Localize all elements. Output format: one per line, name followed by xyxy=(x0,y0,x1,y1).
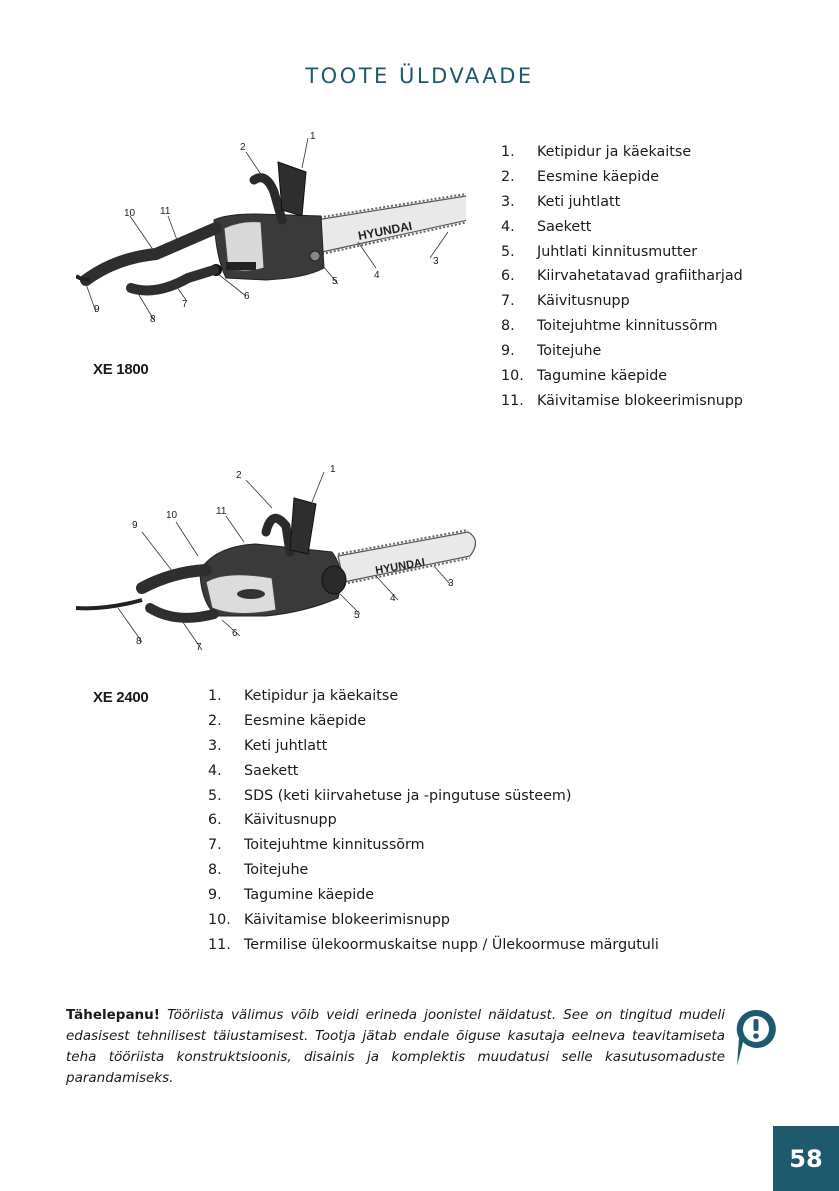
callout-1: 1 xyxy=(310,131,316,142)
page-number: 58 xyxy=(773,1126,839,1191)
callout-8: 8 xyxy=(136,636,142,647)
callout-8: 8 xyxy=(150,314,156,325)
callout-6: 6 xyxy=(232,628,238,639)
callout-11: 11 xyxy=(216,506,227,517)
model-label-xe2400: XE 2400 xyxy=(93,689,149,706)
sds-knob xyxy=(322,566,346,594)
side-badge xyxy=(226,262,256,270)
page-title: TOOTE ÜLDVAADE xyxy=(305,64,534,88)
side-badge xyxy=(237,589,265,599)
callout-3: 3 xyxy=(433,256,439,267)
callout-1: 1 xyxy=(330,464,336,475)
rear-handle xyxy=(142,570,206,588)
power-cord xyxy=(76,600,142,608)
callout-4: 4 xyxy=(374,270,380,281)
callout-10: 10 xyxy=(166,510,178,521)
callout-11: 11 xyxy=(160,206,171,217)
callout-5: 5 xyxy=(354,610,360,621)
callout-5: 5 xyxy=(332,276,338,287)
callout-9: 9 xyxy=(94,304,100,315)
exclamation-icon xyxy=(735,1008,777,1068)
callout-9: 9 xyxy=(132,520,138,531)
callout-7: 7 xyxy=(196,642,202,653)
note-label: Tähelepanu! xyxy=(66,1006,160,1023)
callout-2: 2 xyxy=(240,142,246,153)
callout-4: 4 xyxy=(390,593,396,604)
guide-bar xyxy=(338,532,476,582)
chain-brake-guard xyxy=(278,162,306,216)
bar-nut xyxy=(310,251,320,261)
attention-note xyxy=(66,1005,725,1089)
callout-3: 3 xyxy=(448,578,454,589)
brand-on-bar: HYUNDAI xyxy=(374,556,426,577)
brand-on-bar: HYUNDAI xyxy=(356,218,414,243)
callout-10: 10 xyxy=(124,208,136,219)
trigger-grip xyxy=(150,608,214,618)
note-body: Tööriista välimus võib veidi erineda joonistel näidatust. See on tingitud mudeli edasisest tehnilisest täiustamisest. Tootja jätab endale õiguse kasutaja eelneva teavitamiseta teha tööriista konstruktsioonis, disainis ja komplektis muudatusi selle kasutusomaduste parandamiseks. xyxy=(66,1006,725,1086)
callout-7: 7 xyxy=(182,299,188,310)
model-label-xe1800: XE 1800 xyxy=(93,361,149,378)
callout-6: 6 xyxy=(244,291,250,302)
chainsaw-xe2400-illustration xyxy=(76,460,476,660)
chainsaw-xe1800-illustration xyxy=(76,128,466,328)
chain-brake-guard xyxy=(290,498,316,554)
callout-2: 2 xyxy=(236,470,242,481)
